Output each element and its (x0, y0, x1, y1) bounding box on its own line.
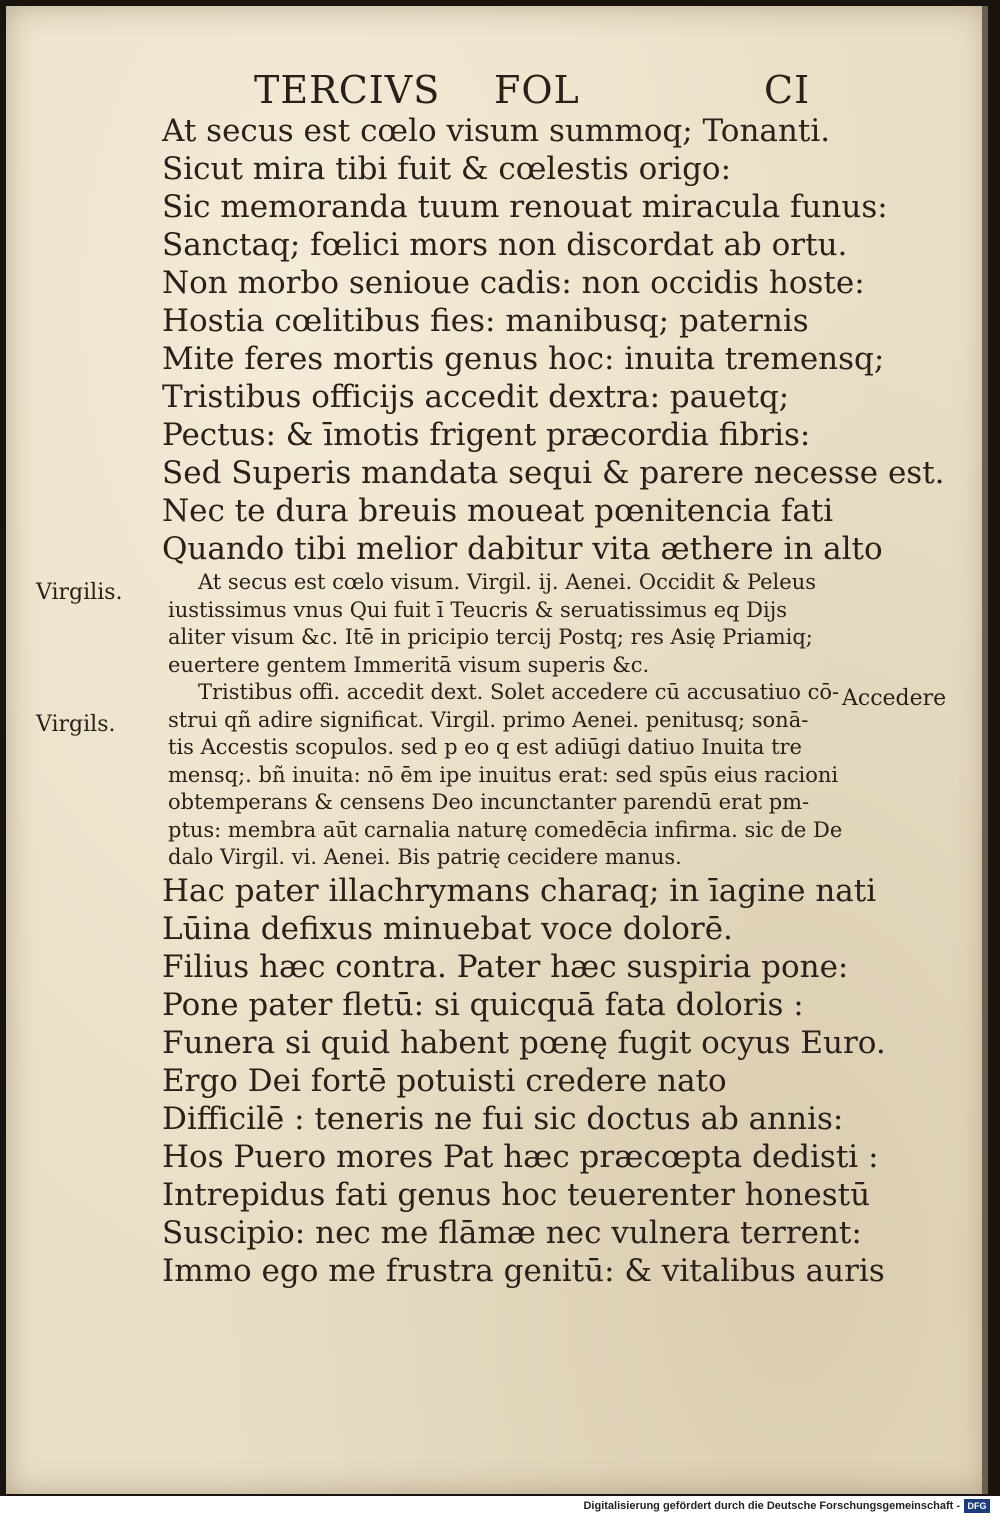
header-folio: CI (764, 68, 811, 112)
header-middle: FOL (494, 68, 580, 112)
verse-line: Nec te dura breuis moueat pœnitencia fati (162, 493, 834, 529)
commentary-line: iustissimus vnus Qui fuit ī Teucris & seruatissimus eq Dijs (168, 598, 788, 622)
verse-line: Filius hæc contra. Pater hæc suspiria pone: (162, 949, 849, 985)
verse-line: Mite feres mortis genus hoc: inuita tremensq; (162, 341, 885, 377)
commentary-line: tis Accestis scopulos. sed p eo q est adiūgi datiuo Inuita tre (168, 735, 802, 759)
verse-line: Hostia cœlitibus fies: manibusq; paternis (162, 303, 809, 339)
verse-line: Sic memoranda tuum renouat miracula funus: (162, 189, 888, 225)
commentary-line: ptus: membra aūt carnalia naturę comedēcia infirma. sic de De (168, 818, 843, 842)
verse-line: Hac pater illachrymans charaq; in īagine nati (162, 873, 877, 909)
header-left: TERCIVS (254, 68, 441, 112)
verse-line: Sanctaq; fœlici mors non discordat ab ortu. (162, 227, 848, 263)
commentary-line: aliter visum &c. Itē in pricipio tercij Postq; res Asię Priamiq; (168, 625, 813, 649)
commentary-line: Tristibus offi. accedit dext. Solet accedere cū accusatiuo cō- (198, 680, 840, 704)
verse-line: Tristibus officijs accedit dextra: pauetq; (162, 379, 790, 415)
commentary-line: dalo Virgil. vi. Aenei. Bis patrię cecidere manus. (168, 845, 682, 869)
running-header (6, 68, 988, 118)
verse-line: Sed Superis mandata sequi & parere necesse est. (162, 455, 945, 491)
verse-line: Hos Puero mores Pat hæc præcœpta dedisti : (162, 1139, 879, 1175)
funding-credit: Digitalisierung gefördert durch die Deutsche Forschungsgemeinschaft - (583, 1500, 960, 1512)
commentary-line: strui qñ adire significat. Virgil. primo Aenei. penitusq; sonā- (168, 708, 809, 732)
margin-note-left: Virgils. (36, 712, 116, 737)
verse-line: Quando tibi melior dabitur vita æthere in alto (162, 531, 883, 567)
verse-line: Non morbo senioue cadis: non occidis hoste: (162, 265, 865, 301)
commentary-line: mensq;. bñ inuita: nō ēm ipe inuitus erat: sed spūs eius racioni (168, 763, 839, 787)
verse-line: Pectus: & īmotis frigent præcordia fibris: (162, 417, 811, 453)
verse-line: Intrepidus fati genus hoc teuerenter honestū (162, 1177, 871, 1213)
commentary-line: obtemperans & censens Deo incunctanter parendū erat pm- (168, 790, 810, 814)
margin-note-left: Virgilis. (36, 580, 123, 605)
verse-line: Ergo Dei fortē potuisti credere nato (162, 1063, 727, 1099)
commentary-line: At secus est cœlo visum. Virgil. ij. Aenei. Occidit & Peleus (198, 570, 817, 594)
verse-line: Lūina defixus minuebat voce dolorē. (162, 911, 733, 947)
verse-line: Sicut mira tibi fuit & cœlestis origo: (162, 151, 732, 187)
verse-line: Pone pater fletū: si quicquā fata doloris : (162, 987, 804, 1023)
digitization-footer (0, 1496, 1000, 1518)
margin-note-right: Accedere (842, 686, 947, 711)
dfg-logo: DFG (964, 1499, 990, 1513)
verse-line: At secus est cœlo visum summoq; Tonanti. (162, 113, 831, 149)
book-page (6, 6, 988, 1494)
verse-line: Funera si quid habent pœnę fugit ocyus Euro. (162, 1025, 886, 1061)
commentary-line: euertere gentem Immeritā visum superis &c. (168, 653, 650, 677)
page-edge (982, 6, 988, 1494)
verse-line: Immo ego me frustra genitū: & vitalibus auris (162, 1253, 885, 1289)
verse-line: Suscipio: nec me flāmæ nec vulnera terrent: (162, 1215, 862, 1251)
verse-line: Difficilē : teneris ne fui sic doctus ab annis: (162, 1101, 844, 1137)
